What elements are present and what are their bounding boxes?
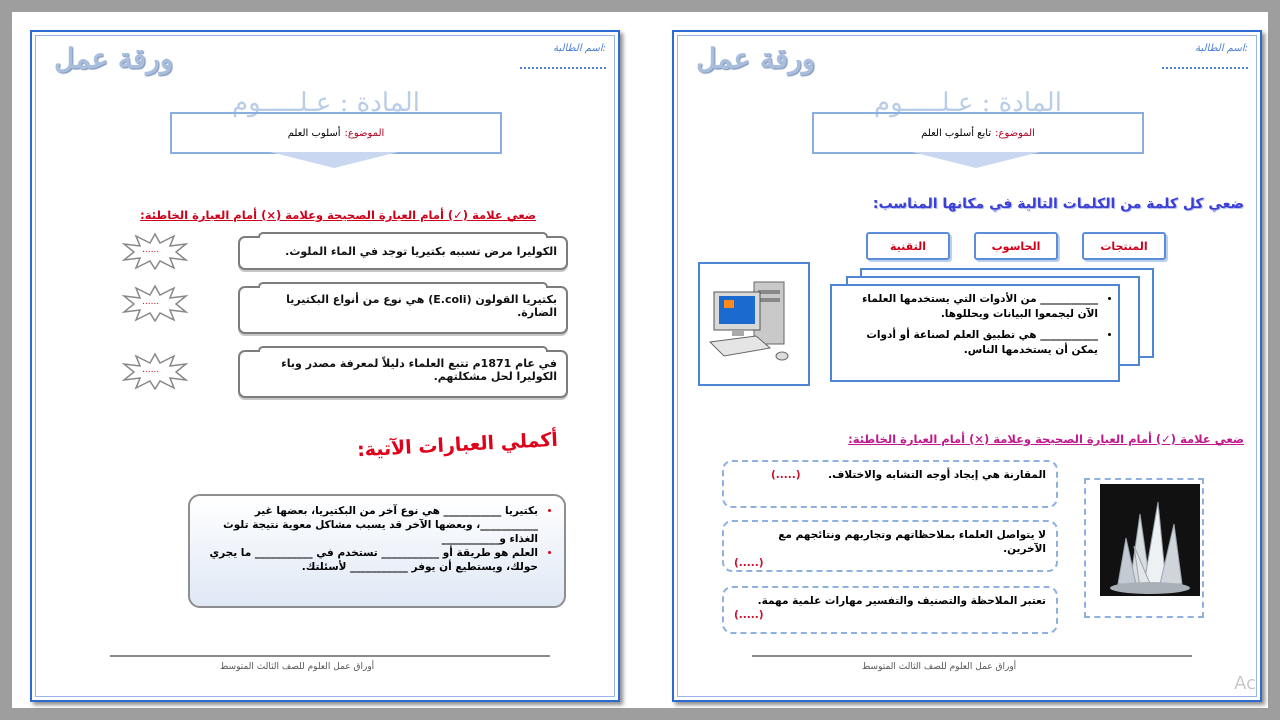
tf-item-2-text: لا يتواصل العلماء بملاحظاتهم وتجاربهم ونتائجهم مع الآخرين. — [778, 529, 1046, 555]
tf-heading: ضعي علامة (✓) أمام العبارة الصحيحة وعلامة (×) أمام العبارة الخاطئة: — [848, 432, 1244, 446]
student-name-line — [1162, 67, 1248, 69]
computer-illustration — [700, 264, 804, 380]
complete-heading: أكملي العبارات الآتية: — [356, 428, 559, 462]
footer-text: أوراق عمل العلوم للصف الثالث المتوسط — [220, 662, 375, 672]
tf-heading: ضعي علامة (✓) أمام العبارة الصحيحة وعلامة (×) أمام العبارة الخاطئة: — [140, 208, 536, 222]
complete-box — [188, 494, 566, 608]
word-box-technology[interactable]: التقنية — [866, 232, 950, 260]
fill-item-2: • ___________ هي تطبيق العلم لصناعة أو أدوات يمكن أن يستخدمها الناس. — [842, 328, 1098, 358]
word-box-products[interactable]: المنتجات — [1082, 232, 1166, 260]
tf-item-2-answer[interactable]: (.....) — [734, 557, 764, 569]
tf-statement-2: بكتيريا القولون (E.coli) هي نوع من أنواع البكتيريا الضارة. — [238, 286, 568, 334]
word-box-computer[interactable]: الحاسوب — [974, 232, 1058, 260]
footer-line — [110, 655, 550, 657]
complete-item-1: • بكتيريا ___________ هي نوع آخر من البكتيريا، بعضها غير ___________، وبعضها الآخر قد يسبب مشاكل معوية نتيجة تلوث الغذاء و___________ — [202, 504, 538, 546]
topic-arrow — [270, 152, 398, 168]
worksheet-title: ورقة عمل — [54, 42, 174, 75]
subject-title: المادة : عـلـــــوم — [874, 88, 1062, 118]
tf-item-2 — [722, 520, 1058, 572]
computer-image-frame — [698, 262, 810, 386]
crystal-image-frame — [1084, 478, 1204, 618]
worksheet-page-left — [30, 30, 620, 702]
topic-box — [170, 112, 502, 154]
footer-text: أوراق عمل العلوم للصف الثالث المتوسط — [862, 662, 1017, 672]
topic-box — [812, 112, 1144, 154]
topic-text: أسلوب العلم — [287, 127, 341, 139]
answer-blank-3[interactable]: ...... — [142, 365, 160, 375]
tf-item-1-answer[interactable]: (.....) — [770, 469, 801, 481]
tf-item-3-answer[interactable]: (.....) — [734, 609, 764, 621]
tf-item-3 — [722, 586, 1058, 634]
subject-title: المادة : عـلـــــوم — [232, 88, 420, 118]
slide-frame — [12, 12, 1268, 708]
complete-item-2: • العلم هو طريقة أو ___________ تستخدم في ___________ ما يجري حولك، ويستطيع أن يوفر ___________ لأسئلتك. — [202, 546, 538, 574]
topic-label: الموضوع: — [995, 127, 1035, 139]
topic-text: تابع أسلوب العلم — [921, 127, 992, 139]
answer-blank-2[interactable]: ...... — [142, 297, 160, 307]
worksheet-title: ورقة عمل — [696, 42, 816, 75]
tf-item-3-text: تعتبر الملاحظة والتصنيف والتفسير مهارات علمية مهمة. — [757, 595, 1046, 607]
activation-watermark: Ac — [1234, 673, 1256, 694]
crystal-illustration — [1100, 484, 1200, 596]
worksheet-page-right — [672, 30, 1262, 702]
fill-card-front — [830, 284, 1120, 382]
student-name-label: اسم الطالبة: — [553, 43, 606, 54]
topic-label: الموضوع: — [344, 127, 385, 139]
tf-statement-3: في عام 1871م تتبع العلماء دليلاً لمعرفة مصدر وباء الكوليرا لحل مشكلتهم. — [238, 350, 568, 398]
student-name-label: اسم الطالبة: — [1195, 43, 1248, 54]
footer-line — [752, 655, 1192, 657]
tf-item-1 — [722, 460, 1058, 508]
student-name-line — [520, 67, 606, 69]
placement-heading: ضعي كل كلمة من الكلمات التالية في مكانها المناسب: — [872, 196, 1244, 212]
answer-blank-1[interactable]: ...... — [142, 245, 160, 255]
fill-item-1: • ___________ من الأدوات التي يستخدمها العلماء الآن ليجمعوا البيانات ويحللوها. — [842, 292, 1098, 322]
tf-statement-1: الكوليرا مرض تسببه بكتيريا توجد في الماء الملوث. — [238, 236, 568, 270]
tf-item-1-text: المقارنة هي إيجاد أوجه التشابه والاختلاف. — [828, 469, 1046, 481]
topic-arrow — [912, 152, 1040, 168]
